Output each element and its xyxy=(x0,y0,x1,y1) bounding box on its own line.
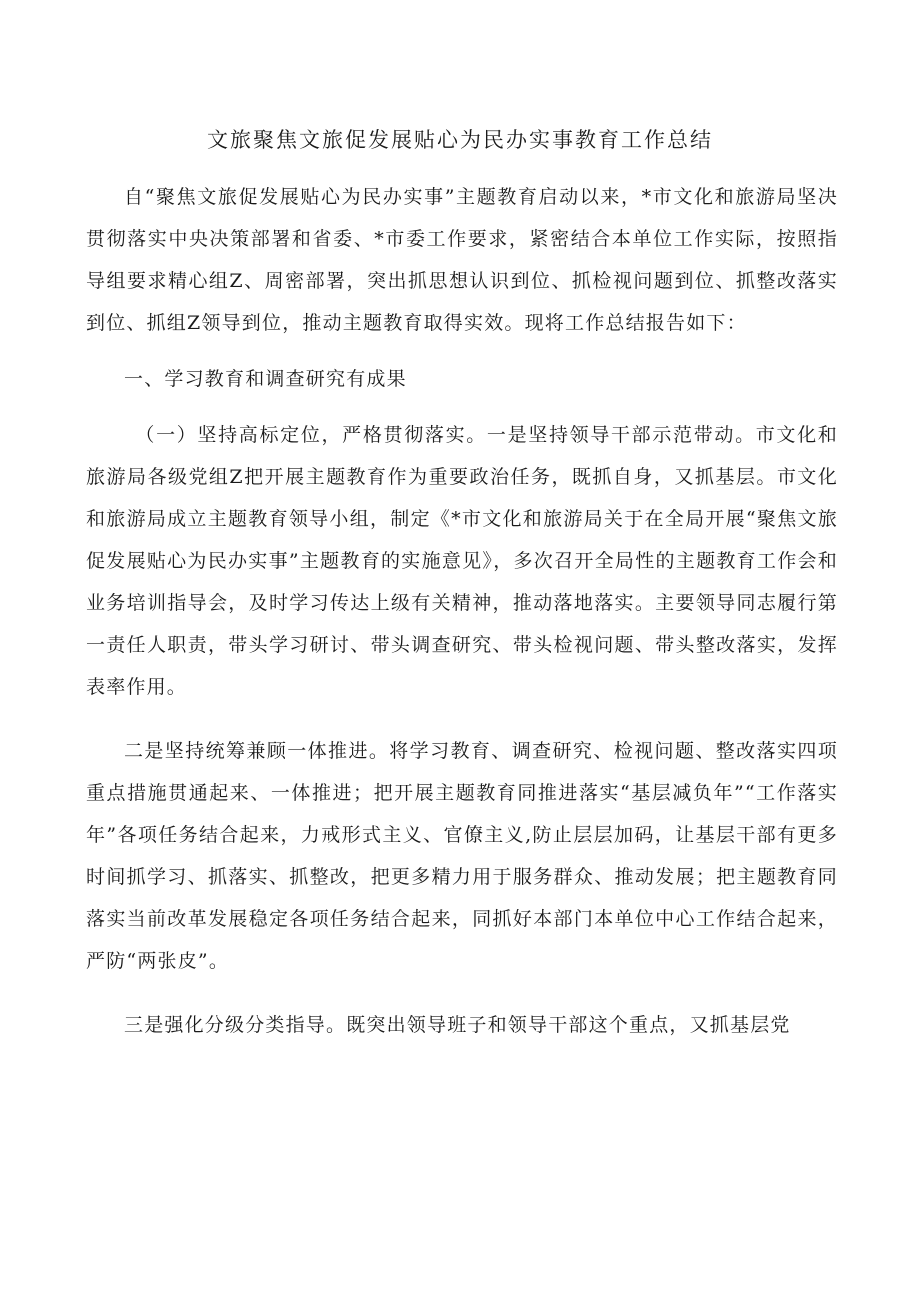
paragraph-leadership: （一）坚持高标定位，严格贯彻落实。一是坚持领导干部示范带动。市文化和旅游局各级党组Z把开展主题教育作为重要政治任务，既抓自身，又抓基层。市文化和旅游局成立主题教育领导小组，制定《*市文化和旅游局关于在全局开展“聚焦文旅促发展贴心为民办实事”主题教育的实施意见》，多次召开全局性的主题教育工作会和业务培训指导会，及时学习传达上级有关精神，推动落地落实。主要领导同志履行第一责任人职责，带头学习研讨、带头调查研究、带头检视问题、带头整改落实，发挥表率作用。 xyxy=(86,424,838,698)
document-title: 文旅聚焦文旅促发展贴心为民办实事教育工作总结 xyxy=(207,128,713,152)
intro-paragraph: 自“聚焦文旅促发展贴心为民办实事”主题教育启动以来，*市文化和旅游局坚决贯彻落实中央决策部署和省委、*市委工作要求，紧密结合本单位工作实际，按照指导组要求精心组Z、周密部署，突出抓思想认识到位、抓检视问题到位、抓整改落实到位、抓组Z领导到位，推动主题教育取得实效。现将工作总结报告如下： xyxy=(86,186,838,334)
paragraph-coordination: 二是坚持统筹兼顾一体推进。将学习教育、调查研究、检视问题、整改落实四项重点措施贯通起来、一体推进；把开展主题教育同推进落实“基层减负年”“工作落实年”各项任务结合起来，力戒形式主义、官僚主义,防止层层加码，让基层干部有更多时间抓学习、抓落实、抓整改，把更多精力用于服务群众、推动发展；把主题教育同落实当前改革发展稳定各项任务结合起来，同抓好本部门本单位中心工作结合起来，严防“两张皮”。 xyxy=(86,740,838,972)
section-heading-1: 一、学习教育和调查研究有成果 xyxy=(124,368,407,390)
paragraph-guidance: 三是强化分级分类指导。既突出领导班子和领导干部这个重点，又抓基层党 xyxy=(124,1014,791,1036)
document-body xyxy=(86,176,838,1046)
